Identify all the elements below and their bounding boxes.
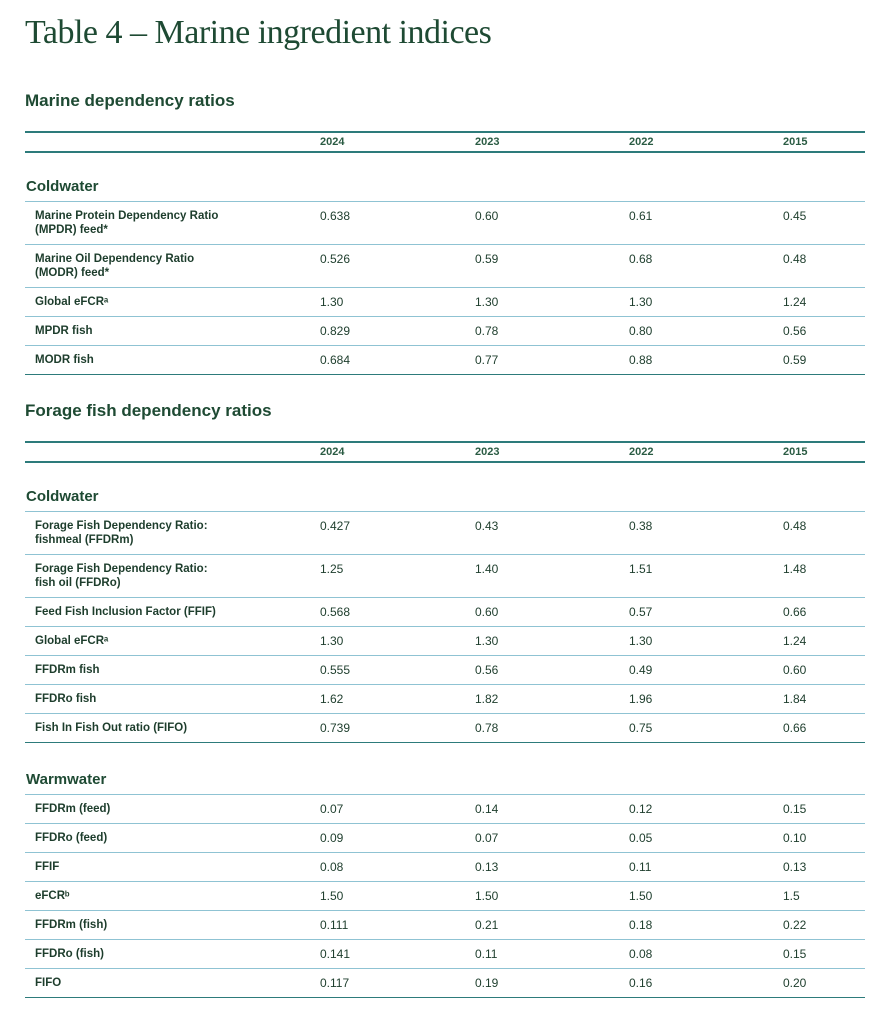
row-label: Forage Fish Dependency Ratio: fish oil (FFDRo) <box>35 563 208 589</box>
group-heading: Warmwater <box>25 743 865 795</box>
table-row <box>25 882 865 911</box>
table-row <box>25 555 865 598</box>
cell: 1.48 <box>783 562 807 576</box>
cell: 1.62 <box>320 692 344 706</box>
cell: 1.82 <box>475 692 499 706</box>
page-title: Table 4 – Marine ingredient indices <box>25 14 492 51</box>
cell: 0.80 <box>629 324 653 338</box>
column-header: 2023 <box>475 136 500 148</box>
cell: 0.09 <box>320 831 344 845</box>
table-row <box>25 598 865 627</box>
cell: 0.88 <box>629 353 653 367</box>
section-title-forage-fish-dependency: Forage fish dependency ratios <box>25 401 272 420</box>
cell: 1.30 <box>320 634 344 648</box>
cell: 0.77 <box>475 353 499 367</box>
cell: 0.568 <box>320 605 351 619</box>
row-label: FFDRo fish <box>35 693 97 705</box>
cell: 0.117 <box>320 976 350 990</box>
table-row <box>25 202 865 245</box>
column-header: 2015 <box>783 136 808 148</box>
cell: 0.66 <box>783 605 807 619</box>
cell: 0.15 <box>783 802 807 816</box>
row-label: Global eFCRᵃ <box>35 296 109 308</box>
cell: 0.08 <box>629 947 653 961</box>
table-row <box>25 685 865 714</box>
cell: 0.61 <box>629 209 653 223</box>
row-label: Global eFCRᵃ <box>35 635 109 647</box>
cell: 0.13 <box>475 860 499 874</box>
cell: 1.51 <box>629 562 653 576</box>
cell: 1.25 <box>320 562 344 576</box>
group-heading: Coldwater <box>25 463 865 512</box>
row-label: Forage Fish Dependency Ratio: fishmeal (FFDRm) <box>35 520 208 546</box>
cell: 1.96 <box>629 692 653 706</box>
cell: 0.57 <box>629 605 653 619</box>
table-row <box>25 714 865 743</box>
cell: 1.40 <box>475 562 499 576</box>
cell: 0.05 <box>629 831 653 845</box>
cell: 0.38 <box>629 519 653 533</box>
column-header: 2024 <box>320 446 345 458</box>
cell: 1.50 <box>475 889 499 903</box>
cell: 0.78 <box>475 324 499 338</box>
column-header: 2023 <box>475 446 500 458</box>
cell: 0.141 <box>320 947 351 961</box>
row-label: FFDRm (fish) <box>35 919 108 931</box>
table-header <box>25 441 865 463</box>
cell: 0.48 <box>783 252 807 266</box>
row-label: FFIF <box>35 861 60 873</box>
cell: 1.50 <box>320 889 344 903</box>
row-label: MPDR fish <box>35 325 93 337</box>
cell: 0.60 <box>475 209 499 223</box>
cell: 1.84 <box>783 692 807 706</box>
cell: 0.49 <box>629 663 653 677</box>
row-label: FFDRo (feed) <box>35 832 108 844</box>
cell: 0.684 <box>320 353 351 367</box>
cell: 1.24 <box>783 295 807 309</box>
cell: 0.66 <box>783 721 807 735</box>
table-row <box>25 627 865 656</box>
row-label: Feed Fish Inclusion Factor (FFIF) <box>35 606 216 618</box>
cell: 0.75 <box>629 721 653 735</box>
row-label: eFCRᵇ <box>35 890 70 902</box>
cell: 0.21 <box>475 918 499 932</box>
table-row <box>25 656 865 685</box>
table-row <box>25 288 865 317</box>
row-label: FIFO <box>35 977 62 989</box>
row-label: FFDRm (feed) <box>35 803 111 815</box>
cell: 0.08 <box>320 860 344 874</box>
cell: 0.60 <box>783 663 807 677</box>
cell: 0.739 <box>320 721 351 735</box>
table-header <box>25 131 865 153</box>
cell: 0.56 <box>475 663 499 677</box>
cell: 1.30 <box>320 295 344 309</box>
cell: 0.11 <box>629 860 652 874</box>
table-row <box>25 512 865 555</box>
cell: 0.555 <box>320 663 351 677</box>
cell: 0.20 <box>783 976 807 990</box>
cell: 0.829 <box>320 324 351 338</box>
table-row <box>25 940 865 969</box>
cell: 1.5 <box>783 889 800 903</box>
table-row <box>25 245 865 288</box>
cell: 1.50 <box>629 889 653 903</box>
cell: 0.07 <box>475 831 499 845</box>
cell: 0.10 <box>783 831 807 845</box>
cell: 0.12 <box>629 802 653 816</box>
table-row <box>25 911 865 940</box>
forage-fish-dependency-table <box>25 441 865 998</box>
table-row <box>25 346 865 375</box>
cell: 0.111 <box>320 918 349 932</box>
marine-dependency-table <box>25 131 865 375</box>
cell: 0.638 <box>320 209 351 223</box>
table-row <box>25 853 865 882</box>
column-header: 2022 <box>629 136 654 148</box>
row-label: Marine Oil Dependency Ratio (MODR) feed* <box>35 253 195 279</box>
cell: 0.68 <box>629 252 653 266</box>
row-label: MODR fish <box>35 354 94 366</box>
cell: 0.14 <box>475 802 499 816</box>
cell: 0.11 <box>475 947 498 961</box>
table-row <box>25 824 865 853</box>
cell: 0.60 <box>475 605 499 619</box>
cell: 0.59 <box>475 252 499 266</box>
table-row <box>25 795 865 824</box>
cell: 0.07 <box>320 802 344 816</box>
column-header: 2015 <box>783 446 808 458</box>
cell: 1.30 <box>475 634 499 648</box>
section-title-marine-dependency: Marine dependency ratios <box>25 91 235 110</box>
row-label: FFDRo (fish) <box>35 948 104 960</box>
cell: 1.24 <box>783 634 807 648</box>
cell: 0.45 <box>783 209 807 223</box>
cell: 1.30 <box>629 634 653 648</box>
cell: 0.526 <box>320 252 351 266</box>
cell: 1.30 <box>629 295 653 309</box>
cell: 1.30 <box>475 295 499 309</box>
cell: 0.78 <box>475 721 499 735</box>
column-header: 2024 <box>320 136 345 148</box>
cell: 0.56 <box>783 324 807 338</box>
cell: 0.15 <box>783 947 807 961</box>
column-header: 2022 <box>629 446 654 458</box>
cell: 0.22 <box>783 918 807 932</box>
cell: 0.18 <box>629 918 653 932</box>
table-row <box>25 969 865 998</box>
cell: 0.427 <box>320 519 351 533</box>
group-heading: Coldwater <box>25 153 865 202</box>
cell: 0.48 <box>783 519 807 533</box>
cell: 0.19 <box>475 976 499 990</box>
row-label: Fish In Fish Out ratio (FIFO) <box>35 722 188 734</box>
table-row <box>25 317 865 346</box>
row-label: Marine Protein Dependency Ratio (MPDR) feed* <box>35 210 219 236</box>
row-label: FFDRm fish <box>35 664 100 676</box>
cell: 0.16 <box>629 976 653 990</box>
cell: 0.43 <box>475 519 499 533</box>
cell: 0.59 <box>783 353 807 367</box>
cell: 0.13 <box>783 860 807 874</box>
